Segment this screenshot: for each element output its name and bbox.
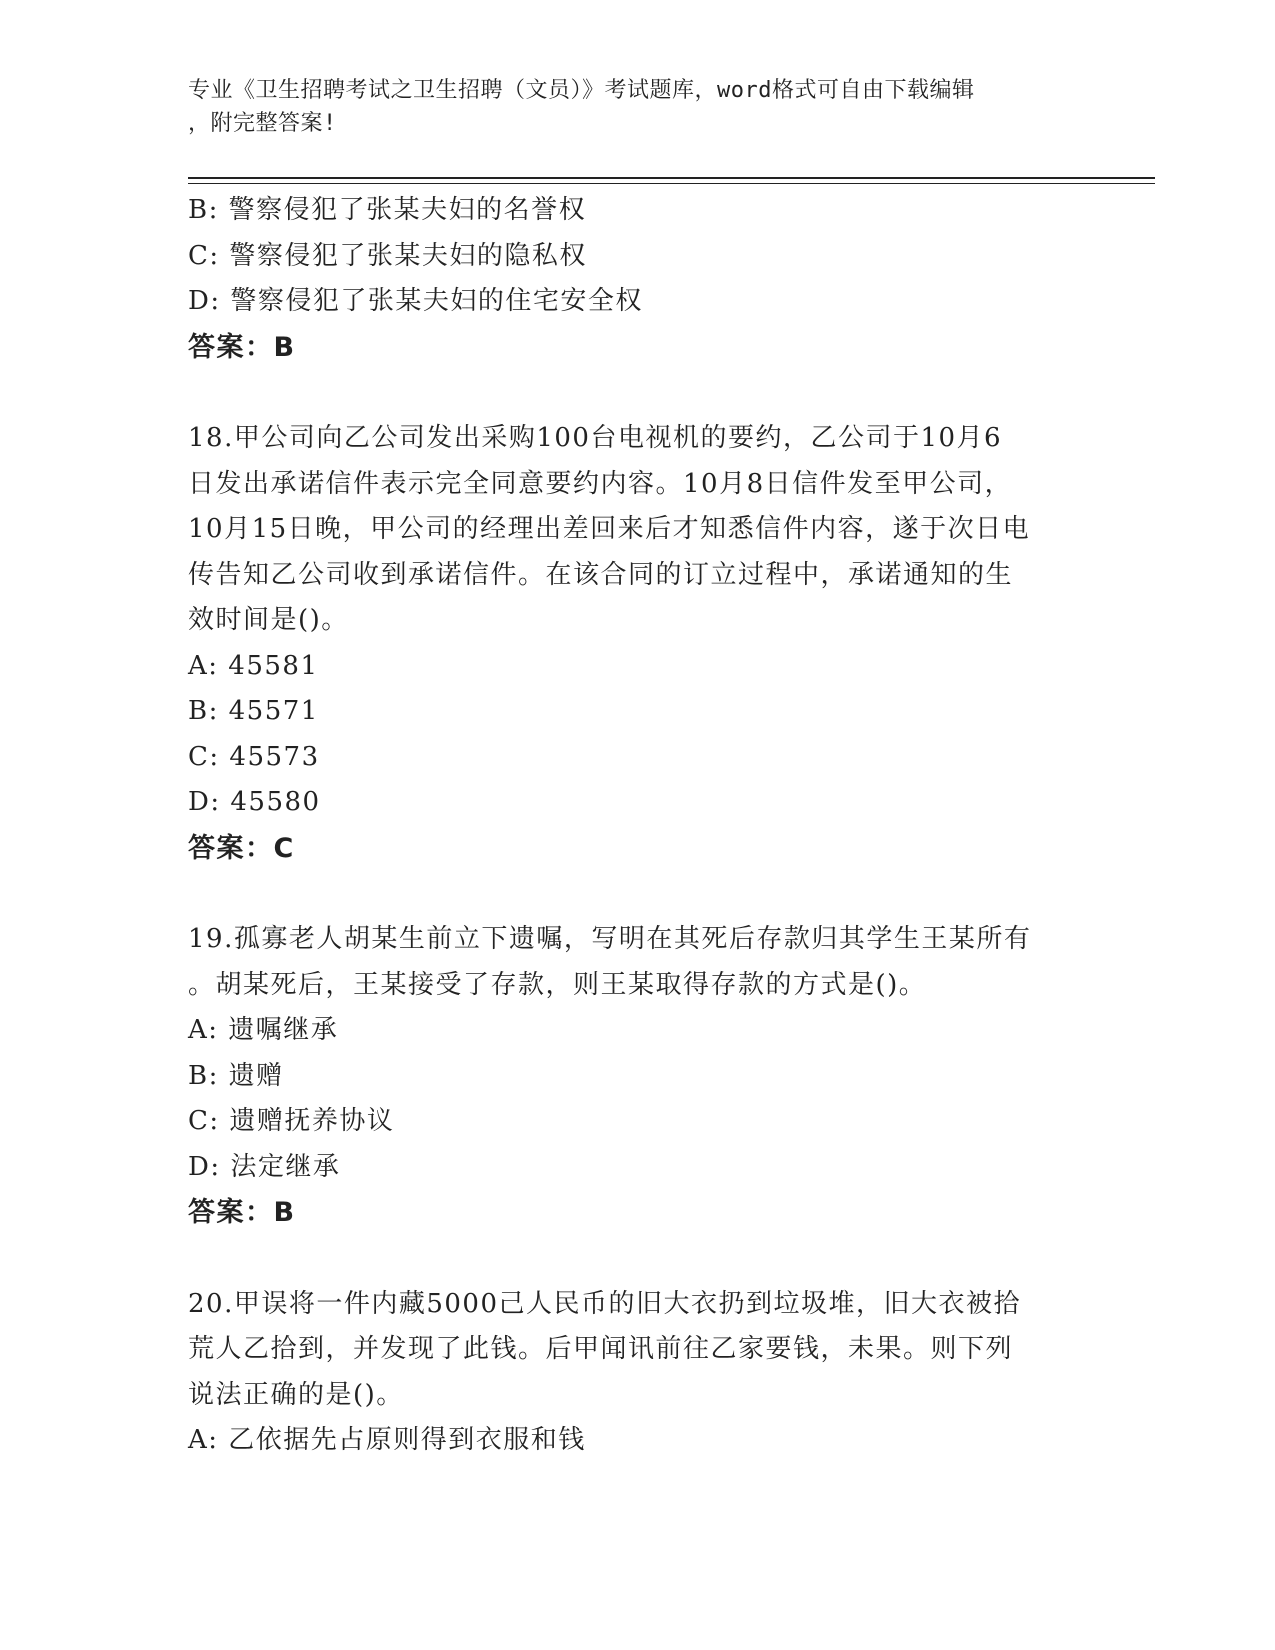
question-text-line: 20.甲误将一件内藏5000己人民币的旧大衣扔到垃圾堆，旧大衣被拾 [188,1288,1022,1319]
option-b: B: 警察侵犯了张某夫妇的名誉权 [188,195,587,225]
spacer [188,370,1088,416]
spacer [188,1236,1088,1282]
question-list [188,188,1088,1464]
option-a: A: 遗嘱继承 [188,1015,339,1045]
option-c: C: 警察侵犯了张某夫妇的隐私权 [188,240,587,271]
option-a: A: 乙依据先占原则得到衣服和钱 [188,1425,586,1455]
question-18 [188,416,1088,871]
document-header [188,74,1078,140]
question-text-line: 10月15日晚，甲公司的经理出差回来后才知悉信件内容，遂于次日电 [188,514,1031,544]
option-b: B: 遗赠 [188,1060,284,1091]
header-rule-top [188,177,1155,179]
question-text-line: 荒人乙拾到，并发现了此钱。后甲闻讯前往乙家要钱，未果。则下列 [188,1334,1014,1364]
question-text-line: 日发出承诺信件表示完全同意要约内容。10月8日信件发至甲公司， [188,468,1013,499]
option-c: C: 45573 [188,741,320,772]
answer: 答案：C [188,832,295,864]
answer: 答案：B [188,1197,296,1228]
question-text-line: 。胡某死后，王某接受了存款，则王某取得存款的方式是()。 [188,969,927,1000]
question-text-line: 18.甲公司向乙公司发出采购100台电视机的要约，乙公司于10月6 [188,423,1003,453]
question-19 [188,917,1088,1236]
question-text-line: 效时间是()。 [188,605,349,635]
header-rule-bottom [188,183,1155,184]
header-line-2: ，附完整答案! [188,111,337,136]
answer: 答案：B [188,331,296,363]
option-b: B: 45571 [188,696,319,726]
option-c: C: 遗赠抚养协议 [188,1106,395,1136]
question-20 [188,1282,1088,1464]
question-text-line: 传告知乙公司收到承诺信件。在该合同的订立过程中，承诺通知的生 [188,559,1014,590]
option-d: D: 法定继承 [188,1151,341,1182]
header-line-1: 专业《卫生招聘考试之卫生招聘（文员）》考试题库，word格式可自由下载编辑 [188,78,975,103]
spacer [188,871,1088,917]
option-a: A: 45581 [188,650,319,681]
question-text-line: 说法正确的是()。 [188,1379,404,1410]
question-text-line: 19.孤寡老人胡某生前立下遗嘱，写明在其死后存款归其学生王某所有 [188,924,1032,954]
option-d: D: 45580 [188,787,321,817]
option-d: D: 警察侵犯了张某夫妇的住宅安全权 [188,286,643,316]
question-17 [188,188,1088,370]
